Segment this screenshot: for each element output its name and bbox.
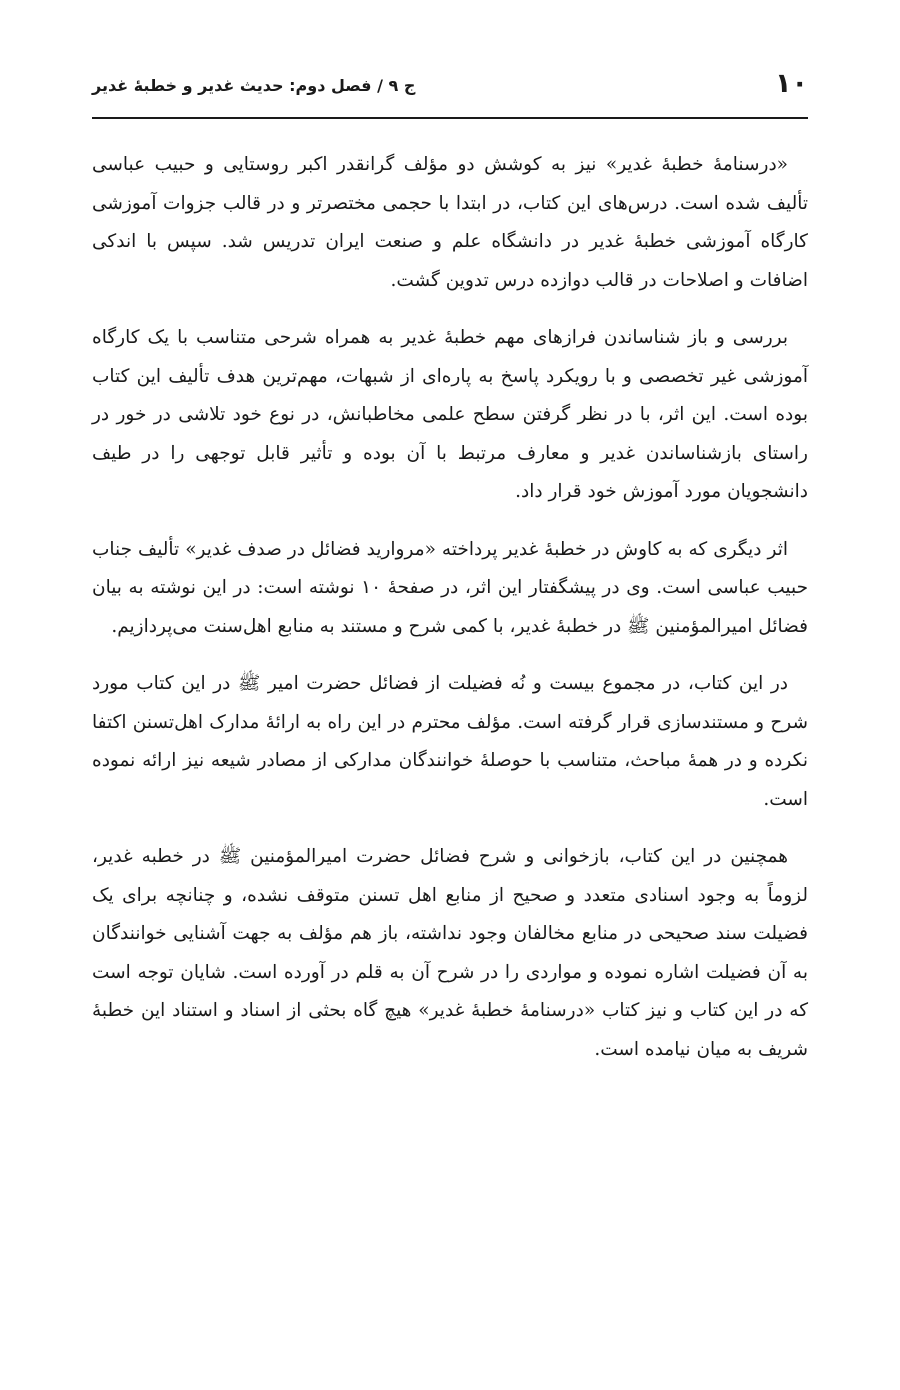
running-header [92,62,808,114]
paragraph [92,665,808,819]
paragraph-text: در این کتاب، در مجموع بیست و نُه فضیلت از فضائل حضرت امیر ﷺ در این کتاب مورد شرح و مستندسازی قرار گرفته است. مؤلف محترم در این راه به ارائهٔ مدارک اهل‌تسنن اکتفا نکرده و در همهٔ مباحث، متناسب با حوصلهٔ خوانندگان مدارکی از مصادر شیعه نیز ارائه نموده است. [92,673,808,810]
body-text [92,146,808,1088]
paragraph-text: اثر دیگری که به کاوش در خطبهٔ غدیر پرداخته «مروارید فضائل در صدف غدیر» تألیف جناب حبیب عباسی است. وی در پیشگفتار این اثر، در صفحهٔ ۱۰ نوشته است: در این نوشته به بیان فضائل امیرالمؤمنین ﷺ در خطبهٔ غدیر، با کمی شرح و مستند به منابع اهل‌سنت می‌پردازیم. [92,538,809,637]
running-title: ج ۹ / فصل دوم: حدیث غدیر و خطبهٔ غدیر [92,76,416,95]
header-divider [92,117,808,119]
paragraph [92,146,808,300]
paragraph-text: بررسی و باز شناساندن فرازهای مهم خطبهٔ غدیر به همراه شرحی متناسب با یک کارگاه آموزشی غیر تخصصی و با رویکرد پاسخ به پاره‌ای از شبهات، مهم‌ترین هدف تألیف این کتاب بوده است. این اثر، با در نظر گرفتن سطح علمی مخاطبانش، در نوع خود تلاشی در خور در راستای بازشناساندن غدیر و معارف مرتبط با آن بوده و تأثیر قابل توجهی را در طیف دانشجویان مورد آموزش خود قرار داد. [92,327,808,502]
paragraph-text: همچنین در این کتاب، بازخوانی و شرح فضائل حضرت امیرالمؤمنین ﷺ در خطبه غدیر، لزوماً به وجود اسنادی متعدد و صحیح از منابع اهل تسنن متوقف نشده، و چنانچه برای یک فضیلت سند صحیحی در منابع مخالفان وجود نداشته، باز هم مؤلف به جهت آشنایی خوانندگان به آن فضیلت اشاره نموده و مواردی را در شرح آن به قلم در آورده است. شایان توجه است که در این کتاب و نیز کتاب «درسنامهٔ خطبهٔ غدیر» هیچ گاه بحثی از اسناد و استناد این خطبهٔ شریف به میان نیامده است. [92,846,808,1060]
paragraph [92,838,808,1069]
book-page [92,0,808,1390]
page-number: ۱۰ [775,68,808,99]
paragraph-text: «درسنامهٔ خطبهٔ غدیر» نیز به کوشش دو مؤلف گرانقدر اکبر روستایی و حبیب عباسی تألیف شده است. درس‌های این کتاب، در ابتدا با حجمی مختصرتر و در قالب جزوات آموزشی کارگاه آموزشی خطبهٔ غدیر در دانشگاه علم و صنعت ایران تدریس شد. سپس با اندکی اضافات و اصلاحات در قالب دوازده درس تدوین گشت. [92,154,808,291]
paragraph [92,319,808,512]
paragraph [92,531,808,647]
